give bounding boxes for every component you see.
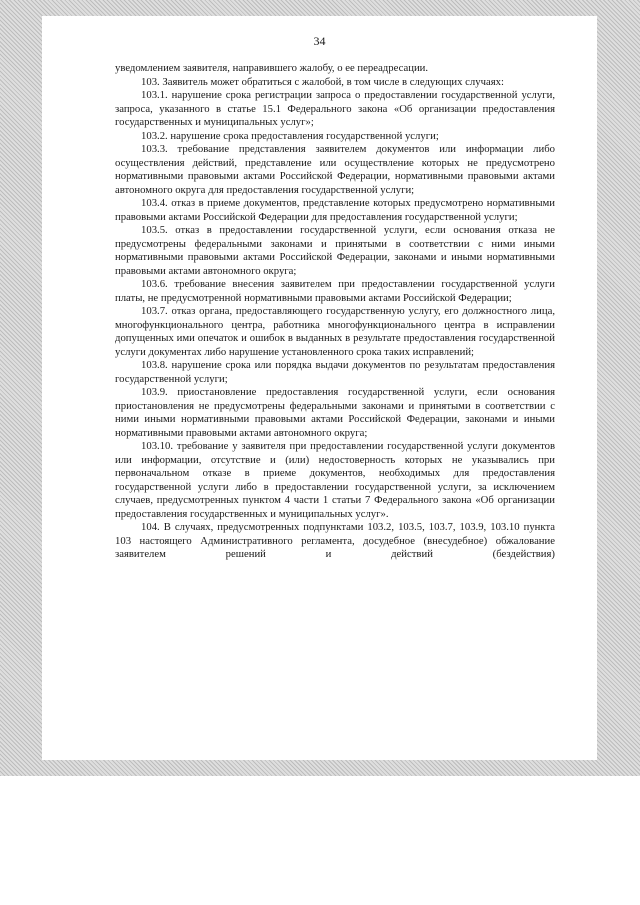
paragraph: 103.10. требование у заявителя при предоставлении государственной услуги документов или информации, отсутствие и (или) недостоверность которых не указывались при первоначальном отказе в приеме документов, необходимых для предоставления государственной услуги либо в предоставлении государственной услуги, за исключением случаев, предусмотренных пунктом 4 части 1 статьи 7 Федерального закона «Об организации предоставления государственных и муниципальных услуг».	[115, 440, 555, 520]
paragraph: 103.3. требование представления заявителем документов или информации либо осуществления действий, представление или осуществление которых не предусмотрено нормативными правовыми актами Российской Федерации, нормативными правовыми актами автономного округа для предоставления государственной услуги;	[115, 143, 555, 196]
page-number: 34	[313, 34, 326, 48]
document-body	[115, 62, 555, 562]
paragraph: 103.2. нарушение срока предоставления государственной услуги;	[141, 129, 439, 142]
paragraph: 103.8. нарушение срока или порядка выдачи документов по результатам предоставления государственной услуги;	[115, 359, 555, 385]
paragraph: 104. В случаях, предусмотренных подпунктами 103.2, 103.5, 103.7, 103.9, 103.10 пункта 103 настоящего Административного регламента, досудебное (внесудебное) обжалование заявителем решений и действий (бездействия)	[115, 521, 555, 560]
paragraph: уведомлением заявителя, направившего жалобу, о ее переадресации.	[115, 62, 429, 74]
paragraph: 103.1. нарушение срока регистрации запроса о предоставлении государственной услуги, запроса, указанного в статье 15.1 Федерального закона «Об организации предоставления государственных и муниципальных услуг»;	[115, 89, 555, 128]
paragraph: 103.9. приостановление предоставления государственной услуги, если основания приостановления не предусмотрены федеральными законами и принятыми в соответствии с ними иными нормативными правовыми актами Российской Федерации, законами и иными нормативными правовыми актами автономного округа;	[115, 386, 555, 439]
paragraph: 103.6. требование внесения заявителем при предоставлении государственной услуги платы, не предусмотренной нормативными правовыми актами Российской Федерации;	[115, 278, 555, 304]
document-page	[42, 16, 597, 760]
paragraph: 103.5. отказ в предоставлении государственной услуги, если основания отказа не предусмотрены федеральными законами и принятыми в соответствии с ними иными нормативными правовыми актами Российской Федерации, законами и иными нормативными правовыми актами автономного округа;	[115, 224, 555, 277]
paragraph: 103.7. отказ органа, предоставляющего государственную услугу, его должностного лица, многофункционального центра, работника многофункционального центра в исправлении допущенных ими опечаток и ошибок в выданных в результате предоставления государственной услуги документах либо нарушение установленного срока таких исправлений;	[115, 305, 555, 358]
paragraph: 103.4. отказ в приеме документов, представление которых предусмотрено нормативными правовыми актами Российской Федерации для предоставления государственной услуги;	[115, 197, 555, 223]
paragraph: 103. Заявитель может обратиться с жалобой, в том числе в следующих случаях:	[141, 75, 504, 88]
